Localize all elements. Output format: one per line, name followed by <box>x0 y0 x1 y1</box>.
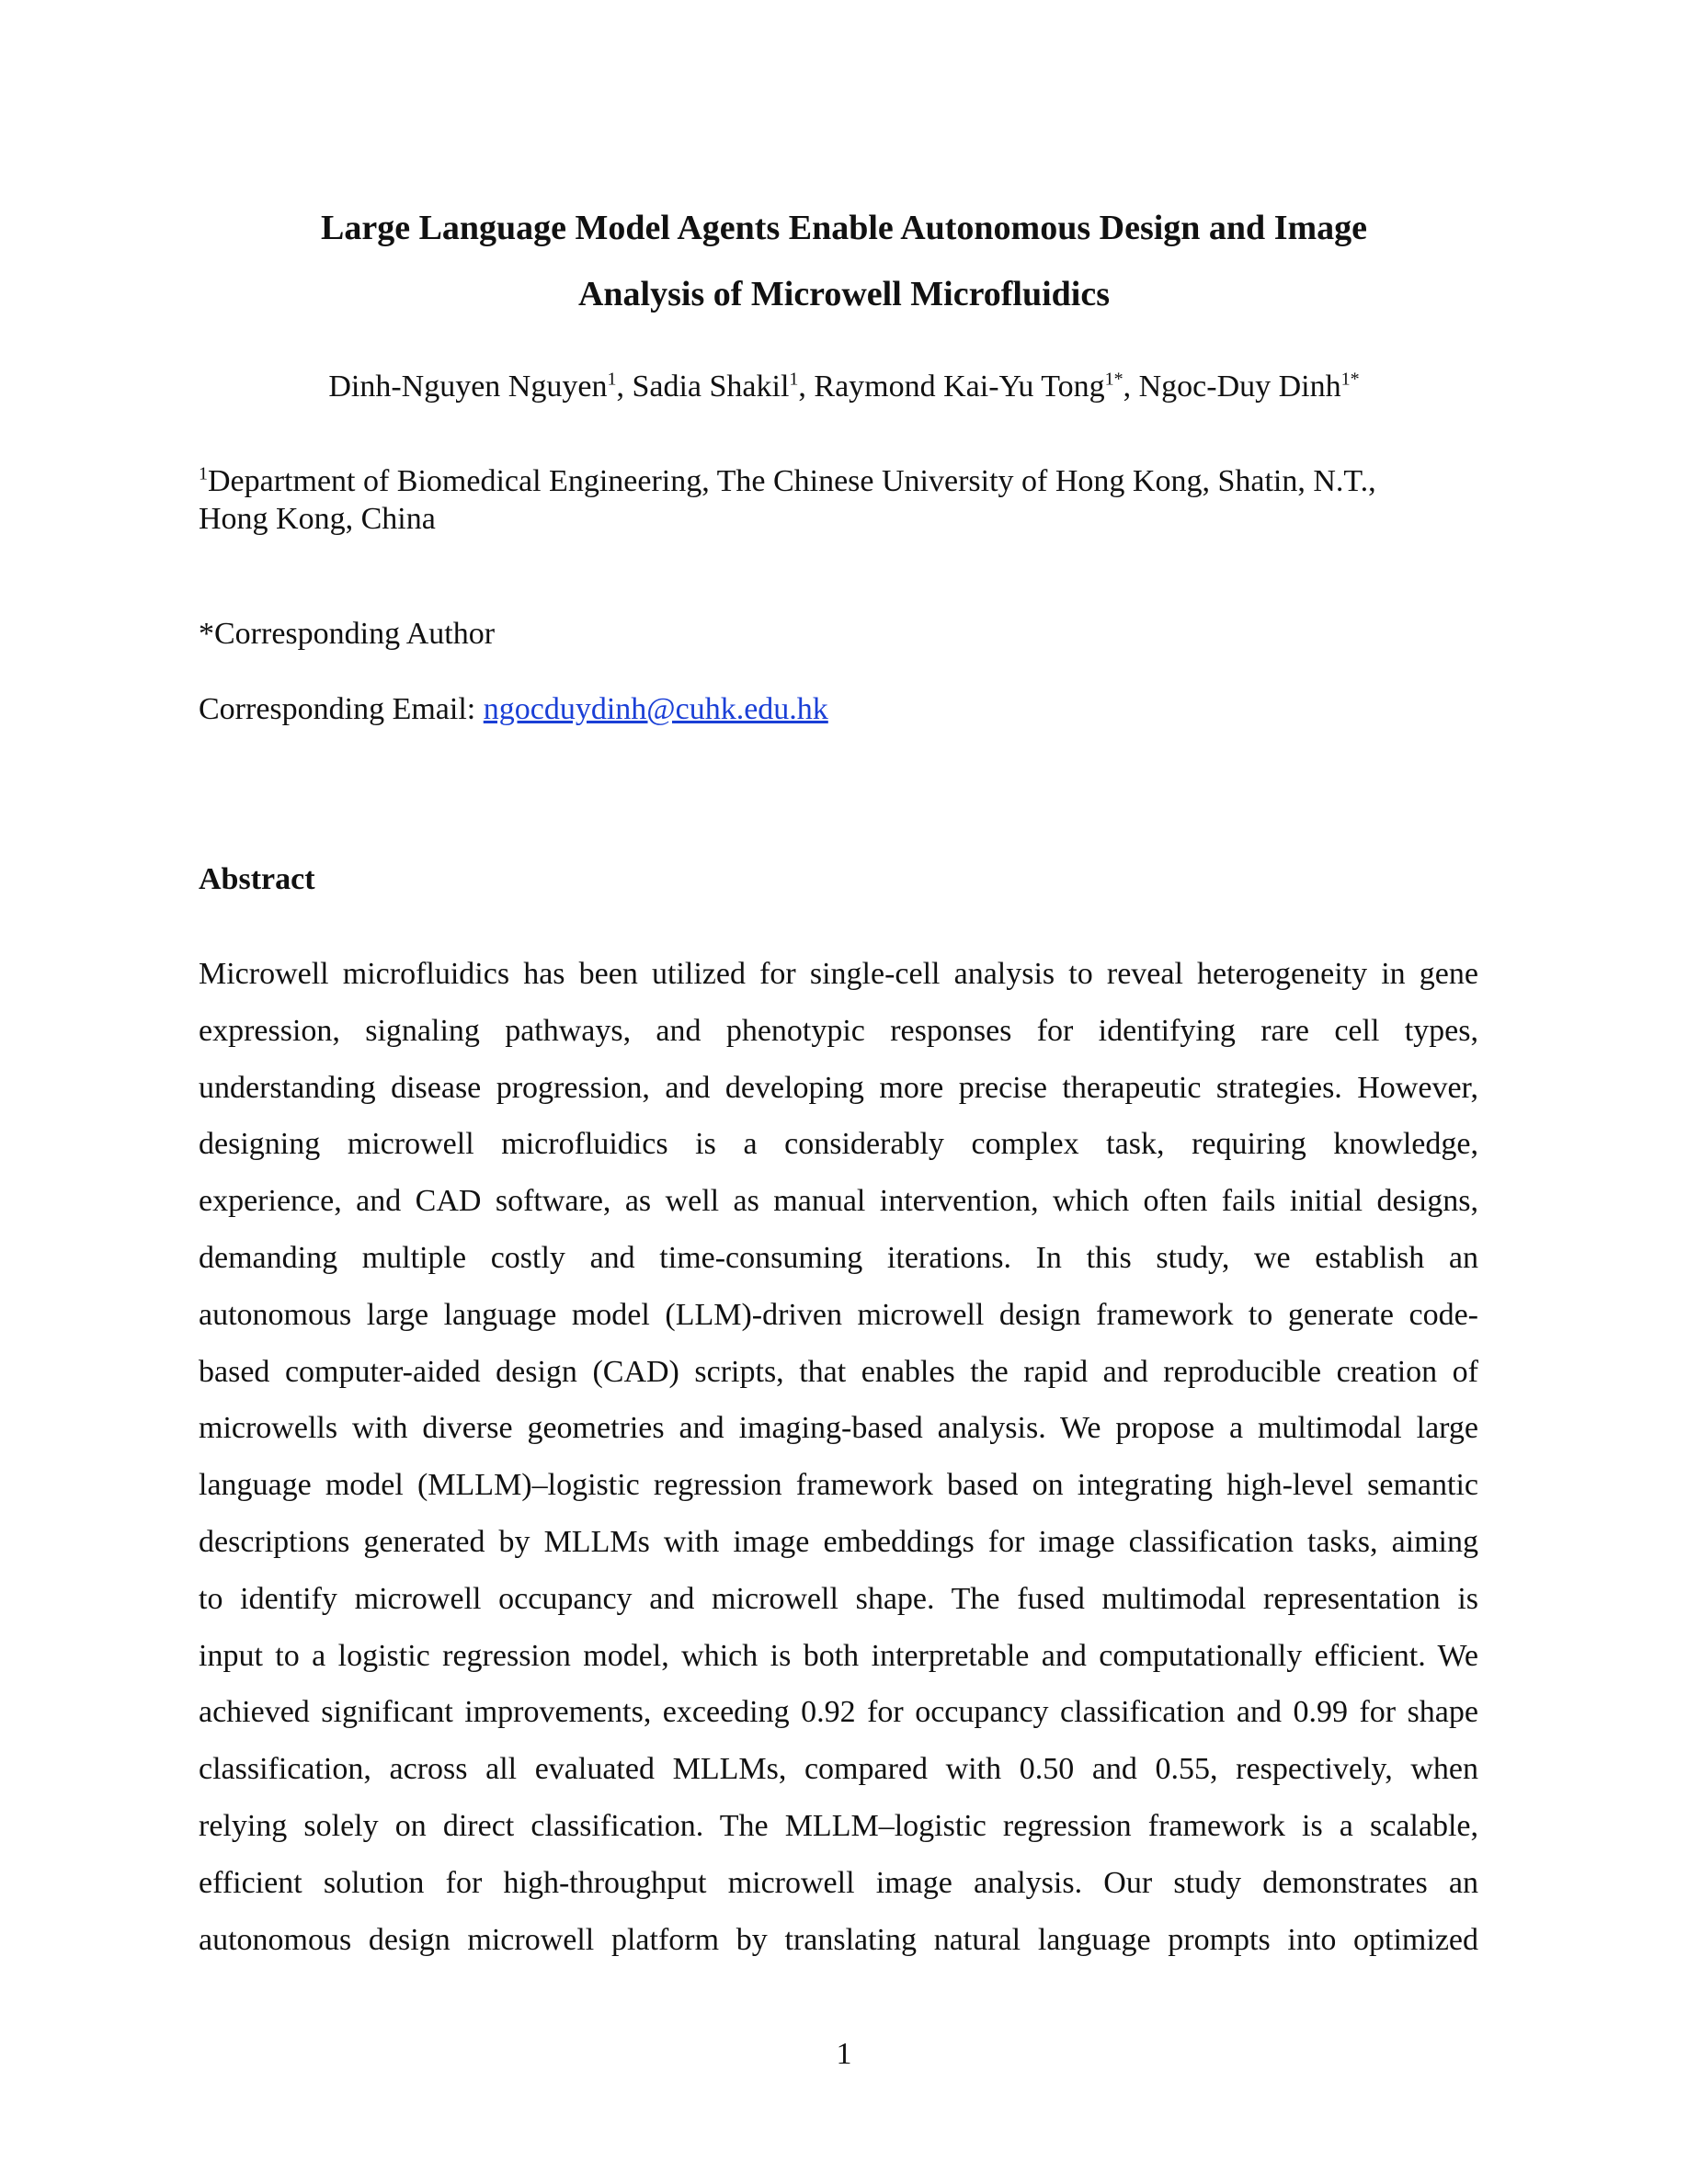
abstract-body <box>199 953 1478 1975</box>
author-list <box>199 366 1489 408</box>
abstract-line: autonomous large language model (LLM)-driven microwell design framework to generate code- <box>199 1297 1478 1332</box>
author-name: Raymond Kai-Yu Tong <box>814 370 1105 404</box>
abstract-line: input to a logistic regression model, which is both interpretable and computationally efficient. We <box>199 1638 1478 1673</box>
author-separator: , <box>1123 370 1139 404</box>
author-affiliation-marker: 1 <box>789 369 799 390</box>
paper-title-line-2: Analysis of Microwell Microfluidics <box>577 275 1111 313</box>
corresponding-email-label: Corresponding Email: <box>199 692 484 726</box>
abstract-line: microwells with diverse geometries and imaging-based analysis. We propose a multimodal large <box>199 1411 1478 1446</box>
abstract-line: based computer-aided design (CAD) scripts, that enables the rapid and reproducible creation of <box>199 1354 1478 1389</box>
author-name: Sadia Shakil <box>632 370 790 404</box>
author-separator: , <box>798 370 815 404</box>
abstract-line: classification, across all evaluated MLLMs, compared with 0.50 and 0.55, respectively, when <box>199 1752 1478 1787</box>
page-number: 1 <box>836 2037 852 2071</box>
abstract-line: experience, and CAD software, as well as manual intervention, which often fails initial designs, <box>199 1184 1478 1219</box>
abstract-line: designing microwell microfluidics is a considerably complex task, requiring knowledge, <box>199 1127 1478 1162</box>
author-name: Ngoc-Duy Dinh <box>1138 370 1341 404</box>
abstract-line: to identify microwell occupancy and microwell shape. The fused multimodal representation is <box>199 1581 1478 1616</box>
abstract-line: descriptions generated by MLLMs with image embeddings for image classification tasks, aiming <box>199 1524 1478 1559</box>
corresponding-author-note: *Corresponding Author <box>199 617 496 651</box>
corresponding-email-link[interactable]: ngocduydinh@cuhk.edu.hk <box>483 692 828 726</box>
author-name: Dinh-Nguyen Nguyen <box>328 370 608 404</box>
affiliation <box>199 462 1489 538</box>
paper-title-line-1: Large Language Model Agents Enable Autonomous Design and Image <box>320 209 1367 247</box>
abstract-line: relying solely on direct classification. The MLLM–logistic regression framework is a scalable, <box>199 1808 1478 1843</box>
abstract-line: efficient solution for high-throughput microwell image analysis. Our study demonstrates an <box>199 1865 1478 1900</box>
abstract-line: understanding disease progression, and developing more precise therapeutic strategies. However, <box>199 1070 1478 1105</box>
abstract-line: demanding multiple costly and time-consuming iterations. In this study, we establish an <box>199 1240 1478 1275</box>
abstract-line: autonomous design microwell platform by translating natural language prompts into optimized <box>199 1922 1478 1957</box>
affiliation-line-2: Hong Kong, China <box>199 502 436 536</box>
paper-title <box>199 195 1489 327</box>
abstract-line: achieved significant improvements, exceeding 0.92 for occupancy classification and 0.99 for shape <box>199 1695 1478 1730</box>
author-affiliation-marker: 1* <box>1104 369 1123 390</box>
abstract-heading: Abstract <box>199 862 315 896</box>
author-separator: , <box>616 370 633 404</box>
author-affiliation-marker: 1 <box>607 369 617 390</box>
abstract-line: expression, signaling pathways, and phenotypic responses for identifying rare cell types, <box>199 1013 1478 1048</box>
affiliation-line-1 <box>199 462 1489 500</box>
author-affiliation-marker: 1* <box>1340 369 1360 390</box>
corresponding-email <box>199 688 828 731</box>
affiliation-marker: 1 <box>199 463 208 484</box>
abstract-line: language model (MLLM)–logistic regression framework based on integrating high-level semantic <box>199 1468 1478 1503</box>
affiliation-text-line-1: Department of Biomedical Engineering, The Chinese University of Hong Kong, Shatin, N.T., <box>208 464 1376 498</box>
abstract-line: Microwell microfluidics has been utilized for single-cell analysis to reveal heterogeneity in gene <box>199 957 1478 991</box>
